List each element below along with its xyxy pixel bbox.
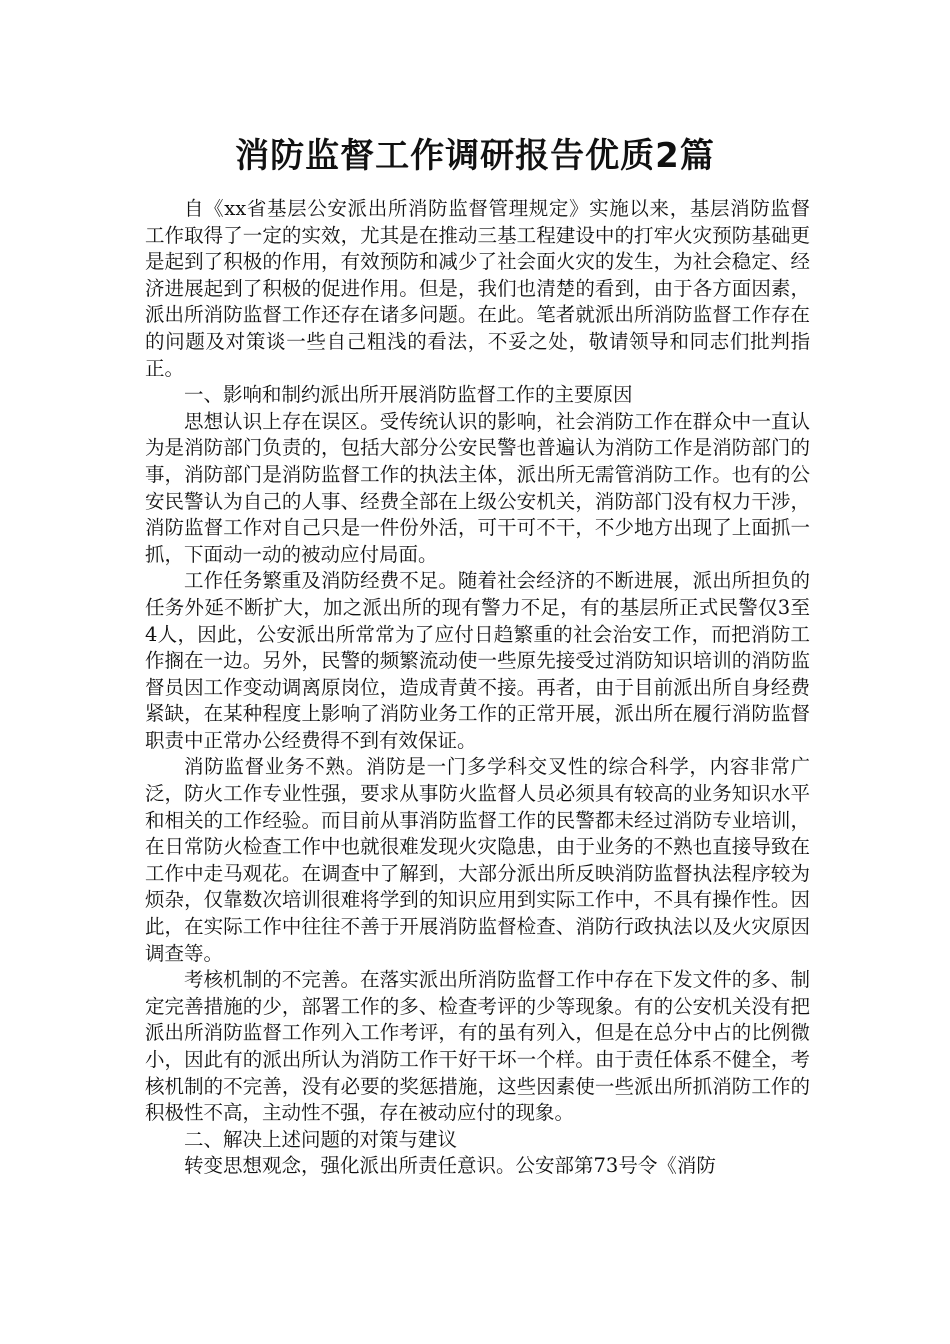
paragraph-intro: 自《xx省基层公安派出所消防监督管理规定》实施以来，基层消防监督工作取得了一定的实效，尤其是在推动三基工程建设中的打牢火灾预防基础更是起到了积极的作用，有效预防和减少了社会面火灾的发生，为社会稳定、经济进展起到了积极的促进作用。但是，我们也清楚的看到，由于各方面因素，派出所消防监督工作还存在诸多问题。在此。笔者就派出所消防监督工作存在的问题及对策谈一些自己粗浅的看法，不妥之处，敬请领导和同志们批判指正。 [145,197,810,380]
paragraph-expertise: 消防监督业务不熟。消防是一门多学科交叉性的综合科学，内容非常广泛，防火工作专业性强，要求从事防火监督人员必须具有较高的业务知识水平和相关的工作经验。而目前从事消防监督工作的民警都未经过消防专业培训，在日常防火检查工作中也就很难发现火灾隐患，由于业务的不熟也直接导致在工作中走马观花。在调查中了解到，大部分派出所反映消防监督执法程序较为烦杂，仅靠数次培训很难将学到的知识应用到实际工作中，不具有操作性。因此，在实际工作中往往不善于开展消防监督检查、消防行政执法以及火灾原因调查等。 [145,755,810,965]
paragraph-ideology: 思想认识上存在误区。受传统认识的影响，社会消防工作在群众中一直认为是消防部门负责的，包括大部分公安民警也普遍认为消防工作是消防部门的事，消防部门是消防监督工作的执法主体，派出所无需管消防工作。也有的公安民警认为自己的人事、经费全部在上级公安机关，消防部门没有权力干涉，消防监督工作对自己只是一件份外活，可干可不干，不少地方出现了上面抓一抓，下面动一动的被动应付局面。 [145,409,810,566]
section-heading-1: 一、影响和制约派出所开展消防监督工作的主要原因 [184,383,633,407]
paragraph-workload: 工作任务繁重及消防经费不足。随着社会经济的不断进展，派出所担负的任务外延不断扩大，加之派出所的现有警力不足，有的基层所正式民警仅3至4人，因此，公安派出所常常为了应付日趋繁重的社会治安工作，而把消防工作搁在一边。另外，民警的频繁流动使一些原先接受过消防知识培训的消防监督员因工作变动调离原岗位，造成青黄不接。再者，由于目前派出所自身经费紧缺，在某种程度上影响了消防业务工作的正常开展，派出所在履行消防监督职责中正常办公经费得不到有效保证。 [145,569,810,752]
paragraph-countermeasure: 转变思想观念，强化派出所责任意识。公安部第73号令《消防 [184,1154,716,1178]
section-heading-2: 二、解决上述问题的对策与建议 [184,1127,458,1151]
document-title: 消防监督工作调研报告优质2篇 [235,136,715,176]
document-body [145,196,810,1180]
paragraph-assessment: 考核机制的不完善。在落实派出所消防监督工作中存在下发文件的多、制定完善措施的少，部署工作的多、检查考评的少等现象。有的公安机关没有把派出所消防监督工作列入工作考评，有的虽有列入，但是在总分中占的比例微小，因此有的派出所认为消防工作干好干坏一个样。由于责任体系不健全，考核机制的不完善，没有必要的奖惩措施，这些因素使一些派出所抓消防工作的积极性不高，主动性不强，存在被动应付的现象。 [145,968,810,1125]
